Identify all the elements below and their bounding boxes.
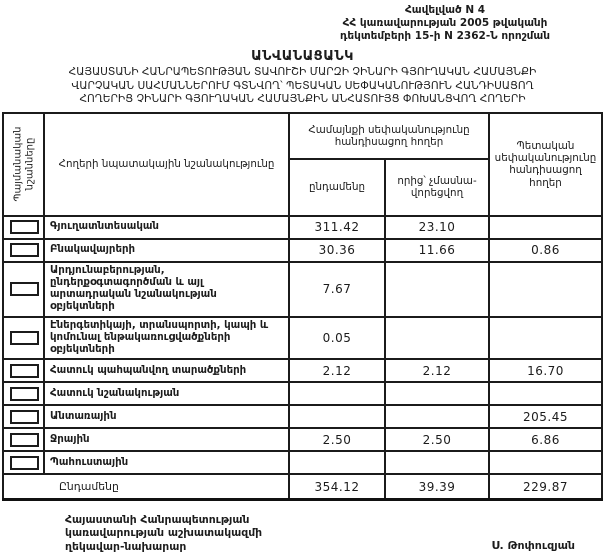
- community-non-privatized-value: 11.66: [385, 239, 489, 262]
- table-row: [3, 216, 602, 239]
- community-total-value: [289, 405, 385, 428]
- subtitle-line: ՎԱՐՉԱԿԱՆ ՍԱՀՄԱՆՆԵՐՈՒՄ ԳՏՆՎՈՂ՝ ՊԵՏԱԿԱՆ ՍԵՓԱԿԱՆՈՒԹՅՈՒՆ ՀԱՆԴԻՍԱՑՈՂ: [71, 79, 534, 92]
- header-community-owned: Համայնքի սեփականությունը հանդիսացող հողեր: [289, 113, 489, 159]
- header-state-owned: Պետական սեփականությունը հանդիսացող հողեր: [489, 113, 602, 216]
- community-non-privatized-value: [385, 405, 489, 428]
- land-category-label: Հատուկ պահպանվող տարածքների: [44, 359, 289, 382]
- header-community-non-privatized: որից՝ չմասնավորեցվող: [385, 159, 489, 216]
- land-category-label: Գյուղատնտեսական: [44, 216, 289, 239]
- legend-cell: [3, 262, 44, 317]
- table-row: [3, 405, 602, 428]
- state-owned-value: [489, 262, 602, 317]
- table-row: [3, 239, 602, 262]
- legend-box-icon: [10, 456, 39, 470]
- table-row: [3, 317, 602, 360]
- legend-box-icon: [10, 410, 39, 424]
- table-footer: [3, 474, 602, 499]
- state-owned-value: 16.70: [489, 359, 602, 382]
- community-total-value: 311.42: [289, 216, 385, 239]
- appendix-reference-block: [295, 4, 595, 42]
- official-title-line: Հայաստանի Հանրապետության: [65, 512, 250, 526]
- legend-box-icon: [10, 220, 39, 234]
- legend-cell: [3, 239, 44, 262]
- official-title-line: կառավարության աշխատակազմի: [65, 526, 263, 540]
- community-total-value: 2.50: [289, 428, 385, 451]
- land-category-label: Պահուստային: [44, 451, 289, 474]
- header-community-total: ընդամենը: [289, 159, 385, 216]
- page-title: ԱՆՎԱՆԱՑԱՆԿ: [251, 49, 354, 65]
- legend-cell: [3, 405, 44, 428]
- table-body: [3, 216, 602, 475]
- table-row: [3, 451, 602, 474]
- land-category-label: Ջրային: [44, 428, 289, 451]
- legend-box-icon: [10, 243, 39, 257]
- legend-cell: [3, 216, 44, 239]
- legend-box-icon: [10, 364, 39, 378]
- community-total-value: 30.36: [289, 239, 385, 262]
- community-total-value: [289, 451, 385, 474]
- table-header: [3, 113, 602, 216]
- state-owned-value: 205.45: [489, 405, 602, 428]
- legend-cell: [3, 382, 44, 405]
- official-title-line: ղեկավար-նախարար: [65, 539, 187, 553]
- state-owned-value: [489, 382, 602, 405]
- table-row: [3, 262, 602, 317]
- state-owned-value: [489, 317, 602, 360]
- state-owned-value: [489, 216, 602, 239]
- total-label: Ընդամենը: [3, 474, 289, 499]
- appendix-line: ՀՀ կառավարության 2005 թվականի: [342, 16, 548, 29]
- land-category-label: Արդյունաբերության, ընդերքօգտագործման և այլ արտադրական նշանակության օբյեկտների: [44, 262, 289, 317]
- appendix-line: Հավելված N 4: [404, 4, 486, 16]
- community-total-value: [289, 382, 385, 405]
- state-owned-value: 0.86: [489, 239, 602, 262]
- legend-box-icon: [10, 282, 39, 296]
- page-subtitle: [0, 66, 605, 105]
- community-non-privatized-value: 23.10: [385, 216, 489, 239]
- community-non-privatized-value: [385, 262, 489, 317]
- community-total-value: 0.05: [289, 317, 385, 360]
- legend-cell: [3, 428, 44, 451]
- land-allocation-table: [2, 112, 603, 501]
- community-total-value: 2.12: [289, 359, 385, 382]
- state-owned-value: 6.86: [489, 428, 602, 451]
- land-category-label: Էներգետիկայի, տրանսպորտի, կապի և կոմունալ ենթակառուցվածքների օբյեկտների: [44, 317, 289, 360]
- total-community-value: 354.12: [289, 474, 385, 499]
- community-total-value: 7.67: [289, 262, 385, 317]
- table-row: [3, 382, 602, 405]
- legend-cell: [3, 359, 44, 382]
- land-category-label: Անտառային: [44, 405, 289, 428]
- table-row: [3, 428, 602, 451]
- community-non-privatized-value: 2.50: [385, 428, 489, 451]
- table-row: [3, 359, 602, 382]
- header-land-purpose: Հողերի նպատակային նշանակությունը: [44, 113, 289, 216]
- header-conventional-signs: [3, 113, 44, 216]
- legend-box-icon: [10, 433, 39, 447]
- appendix-line: դեկտեմբերի 15-ի N 2362-Ն որոշման: [339, 29, 551, 42]
- signatory-name: Ս. Թոփուզյան: [491, 539, 575, 553]
- legend-box-icon: [10, 387, 39, 401]
- legend-box-icon: [10, 331, 39, 345]
- land-category-label: Բնակավայրերի: [44, 239, 289, 262]
- community-non-privatized-value: [385, 382, 489, 405]
- community-non-privatized-value: [385, 451, 489, 474]
- scanned-document-page: [0, 4, 605, 551]
- community-non-privatized-value: 2.12: [385, 359, 489, 382]
- subtitle-line: ՀԱՅԱՍՏԱՆԻ ՀԱՆՐԱՊԵՏՈՒԹՅԱՆ ՏԱՎՈՒՇԻ ՄԱՐԶԻ ՉԻՆԱՐԻ ԳՅՈՒՂԱԿԱՆ ՀԱՄԱՅՆՔԻ: [68, 66, 537, 79]
- legend-cell: [3, 451, 44, 474]
- legend-cell: [3, 317, 44, 360]
- subtitle-line: ՀՈՂԵՐԻՑ ՉԻՆԱՐԻ ԳՅՈՒՂԱԿԱՆ ՀԱՄԱՅՆՔԻՆ ԱՆՀԱՏՈՒՅՑ ՓՈԽԱՆՑՎՈՂ ՀՈՂԵՐԻ: [79, 92, 526, 105]
- header-conventional-signs-label: Պայմանական նշանները: [12, 126, 35, 202]
- total-non-privatized-value: 39.39: [385, 474, 489, 499]
- total-state-value: 229.87: [489, 474, 602, 499]
- community-non-privatized-value: [385, 317, 489, 360]
- total-row: [3, 474, 602, 499]
- state-owned-value: [489, 451, 602, 474]
- land-category-label: Հատուկ նշանակության: [44, 382, 289, 405]
